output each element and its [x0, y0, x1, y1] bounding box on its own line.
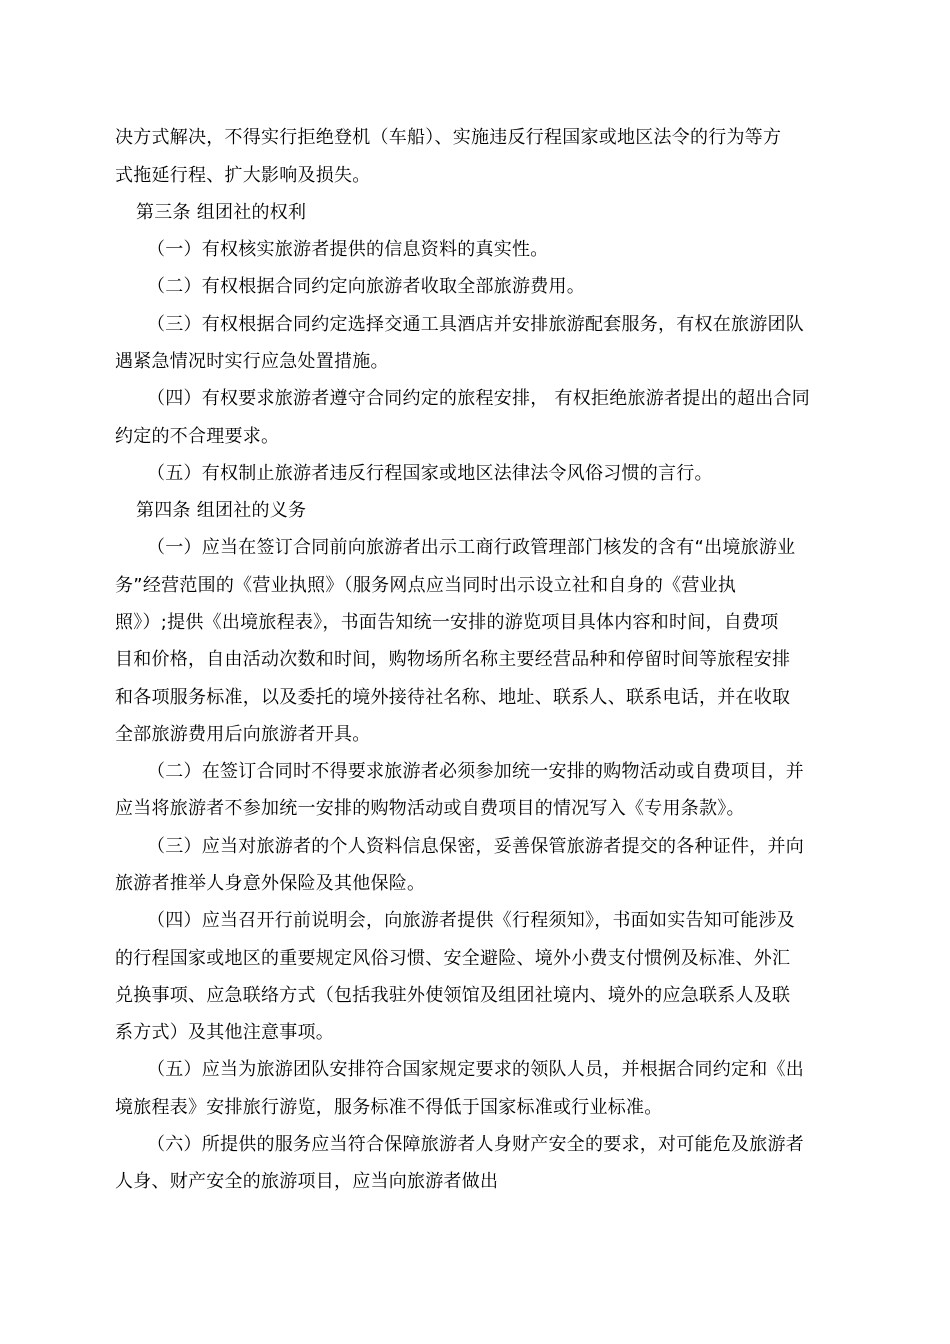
text-line: （五）有权制止旅游者违反行程国家或地区法律法令风俗习惯的言行。 — [147, 463, 713, 484]
text-line: （一）应当在签订合同前向旅游者出示工商行政管理部门核发的含有“出境旅游业 — [147, 537, 796, 558]
text-line: 遇紧急情况时实行应急处置措施。 — [115, 351, 389, 372]
text-line: 照》）;提供《出境旅程表》，书面告知统一安排的游览项目具体内容和时间，自费项 — [115, 612, 779, 633]
text-line: （四）应当召开行前说明会，向旅游者提供《行程须知》，书面如实告知可能涉及 — [147, 910, 795, 931]
article-heading: 第三条 组团社的权利 — [136, 202, 307, 223]
text-line: 约定的不合理要求。 — [115, 426, 280, 447]
text-line: 人身、财产安全的旅游项目，应当向旅游者做出 — [115, 1171, 499, 1192]
text-line: （六）所提供的服务应当符合保障旅游者人身财产安全的要求，对可能危及旅游者 — [147, 1134, 804, 1155]
text-line: 务”经营范围的《营业执照》（服务网点应当同时出示设立社和自身的《营业执 — [115, 575, 737, 596]
text-line: 目和价格，自由活动次数和时间，购物场所名称主要经营品种和停留时间等旅程安排 — [115, 649, 791, 670]
text-line: 旅游者推举人身意外保险及其他保险。 — [115, 873, 426, 894]
text-line: 决方式解决，不得实行拒绝登机（车船）、实施违反行程国家或地区法令的行为等方 — [115, 127, 782, 148]
text-line: 系方式）及其他注意事项。 — [115, 1022, 334, 1043]
text-line: 兑换事项、应急联络方式（包括我驻外使领馆及组团社境内、境外的应急联系人及联 — [115, 985, 791, 1006]
text-line: 式拖延行程、扩大影响及损失。 — [115, 165, 371, 186]
text-line: 应当将旅游者不参加统一安排的购物活动或自费项目的情况写入《专用条款》。 — [115, 798, 745, 819]
text-line: （三）有权根据合同约定选择交通工具酒店并安排旅游配套服务，有权在旅游团队 — [147, 314, 804, 335]
text-line: （五）应当为旅游团队安排符合国家规定要求的领队人员，并根据合同约定和《出 — [147, 1059, 804, 1080]
text-line: （三）应当对旅游者的个人资料信息保密，妥善保管旅游者提交的各种证件，并向 — [147, 836, 804, 857]
text-line: （四）有权要求旅游者遵守合同约定的旅程安排， 有权拒绝旅游者提出的超出合同 — [147, 388, 810, 409]
text-line: 的行程国家或地区的重要规定风俗习惯、安全避险、境外小费支付惯例及标准、外汇 — [115, 948, 791, 969]
article-heading: 第四条 组团社的义务 — [136, 500, 307, 521]
text-line: 和各项服务标准，以及委托的境外接待社名称、地址、联系人、联系电话，并在收取 — [115, 687, 791, 708]
text-line: 境旅程表》安排旅行游览，服务标准不得低于国家标准或行业标准。 — [115, 1097, 663, 1118]
text-line: （二）有权根据合同约定向旅游者收取全部旅游费用。 — [147, 276, 585, 297]
text-line: （二）在签订合同时不得要求旅游者必须参加统一安排的购物活动或自费项目，并 — [147, 761, 804, 782]
text-line: 全部旅游费用后向旅游者开具。 — [115, 724, 371, 745]
text-line: （一）有权核实旅游者提供的信息资料的真实性。 — [147, 239, 549, 260]
